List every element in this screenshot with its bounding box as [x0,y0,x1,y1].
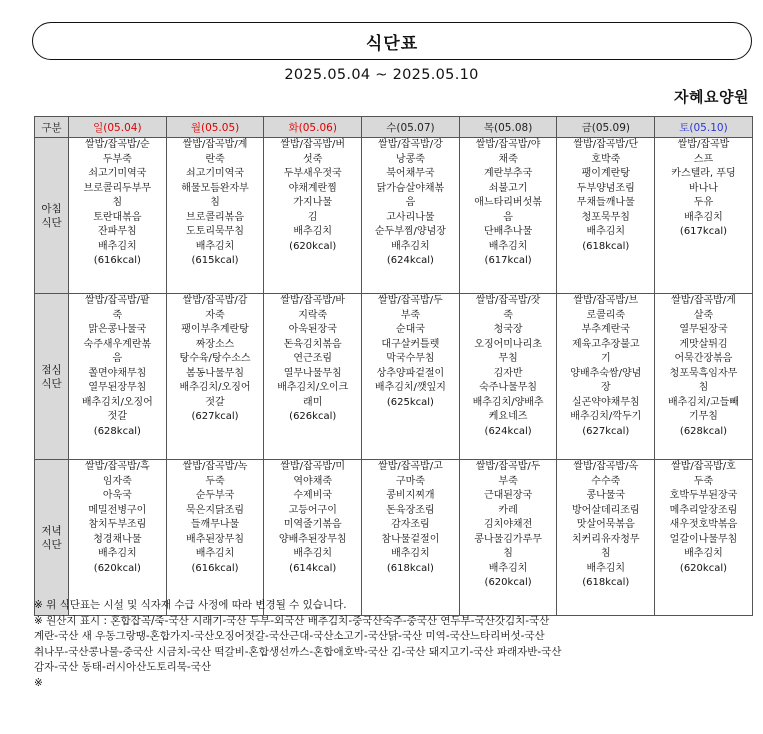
menu-item: 숙주나물무침 [479,382,538,393]
menu-cell [362,138,460,294]
menu-item: 쌀밥/잡곡밥/잣 [475,295,541,306]
menu-cell [264,460,362,616]
meal-table [34,116,753,616]
menu-item: 배추김치/오징어 [81,396,153,408]
menu-item: 채죽 [498,153,518,165]
menu-item: 역야채죽 [293,475,333,487]
menu-cell [459,294,557,460]
menu-item: 대구살커틀렛 [381,338,440,350]
menu-item: 맛살어묵볶음 [576,519,635,530]
menu-cell [459,460,557,616]
menu-item: 미역줄기볶음 [283,519,342,530]
menu-item: 두부죽 [102,153,132,165]
meal-label-text: 아침 [41,202,62,215]
meal-row [35,460,753,616]
menu-item: 임자죽 [102,475,132,487]
menu-item: 부죽 [400,309,421,321]
menu-item: 배추김치 [391,548,430,559]
menu-item: 쌀밥/잡곡밥/감 [182,295,248,306]
menu-item: 음 [112,353,123,364]
menu-item: 섯죽 [303,153,323,165]
menu-item: 브로콜리볶음 [186,211,245,223]
menu-item: 배추김치 [98,548,137,559]
menu-item: (627kcal) [582,425,630,437]
menu-item: 음 [503,211,513,223]
menu-cell [655,460,753,616]
menu-item: 쌀밥/잡곡밥 [677,139,730,150]
menu-item: 쌀밥/잡곡밥/브 [573,295,639,306]
menu-item: 배추김치 [195,240,235,252]
menu-item: 잔파무침 [98,226,137,237]
menu-item: 맑은콩나물국 [88,324,147,335]
menu-item: 해물모듬완자부 [181,182,249,194]
menu-item: 참치두부조림 [88,519,147,530]
menu-item: 지락죽 [298,309,328,321]
menu-item: 배추김치 [684,211,723,223]
menu-item: 돈육김치볶음 [283,338,342,350]
day-header: 일(05.04) [69,117,167,138]
day-header: 화(05.06) [264,117,362,138]
menu-item: 배추김치/깍두기 [570,411,642,422]
menu-item: 고사리나물 [386,211,435,223]
note-line: ※ 원산지 표시 : 혼합잡곡/죽-국산 시래기-국산 두부-외국산 배추김치-중국산숙주-중국산 연두부-국산갓김치-국산 [34,614,550,627]
menu-item: 쇠불고기 [488,182,528,194]
menu-item: 들깨무나물 [190,519,240,530]
menu-item: 쌀밥/잡곡밥/야 [475,139,541,150]
menu-item: 두부새우젓국 [283,168,342,179]
menu-item: 카스텔라, 푸딩 [671,168,736,179]
menu-cell [557,294,655,460]
page-title: 식단표 [365,33,419,54]
menu-item: 배추김치/양배추 [472,396,544,408]
day-header: 금(05.09) [557,117,655,138]
menu-item: 콩나물김가루무 [474,533,542,545]
menu-item: 쌀밥/잡곡밥/강 [378,139,443,150]
menu-item: 배추김치/오이크 [277,382,349,393]
menu-item: 숙주새우계란볶 [83,338,152,350]
menu-cell [264,138,362,294]
menu-cell [166,460,264,616]
menu-item: 로콜리죽 [586,309,626,321]
menu-item: 두유 [693,197,714,208]
menu-cell [69,294,167,460]
day-header-row [35,117,753,138]
menu-item: 래미 [303,396,323,408]
menu-item: 양배추된장무침 [278,533,347,545]
meal-row [35,138,753,294]
menu-item: 배추김치 [293,226,333,237]
menu-item: 구마죽 [395,475,425,487]
menu-item: 배추된장무침 [186,533,245,545]
menu-item: 방어살데리조림 [571,504,640,516]
menu-item: 쌀밥/잡곡밥/고 [378,461,443,472]
note-line: 감자-국산 동태-러시아산도토리묵-국산 [34,661,211,673]
menu-item: 순두부국 [195,490,235,501]
menu-item: 메밀전병구이 [88,504,147,516]
title-banner [32,22,752,60]
menu-item: 쌀밥/잡곡밥/바 [280,295,346,306]
menu-item: 쌀밥/잡곡밥/팥 [84,295,150,306]
menu-item: 쫄면야채무침 [88,367,147,379]
menu-item: (628kcal) [679,425,728,437]
meal-label-text: 저녁 [41,524,62,537]
menu-item: 쇠고기미역국 [88,168,147,179]
menu-cell [362,460,460,616]
menu-item: 수수죽 [591,475,621,487]
menu-item: 감자조림 [391,519,430,530]
menu-item: 토란대볶음 [93,211,142,223]
menu-item: 치커리유자청무 [571,533,640,545]
menu-item: 참나물겉절이 [381,533,440,545]
menu-item: 스프 [693,153,714,165]
menu-item: 야채계란찜 [288,182,337,194]
menu-item: 애느타리버섯볶 [474,197,542,208]
menu-item: (617kcal) [679,226,728,237]
menu-item: 배추김치 [293,548,333,559]
menu-item: 젓갈 [107,411,127,422]
day-header: 수(05.07) [362,117,460,138]
menu-item: 배추김치/깻잎지 [374,382,446,393]
menu-item: 열무나물무침 [283,367,342,379]
menu-item: 부죽 [498,475,518,487]
menu-item: 콩비지찌개 [386,490,435,501]
menu-cell [655,294,753,460]
menu-item: 팽이부추계란탕 [181,324,249,335]
menu-item: 실곤약야채무침 [571,396,640,408]
menu-item: 낭콩죽 [395,153,425,165]
menu-item: 죽 [112,309,123,321]
menu-item: 배추김치/고들빼 [667,396,739,408]
menu-item: 침 [600,548,611,559]
menu-cell [264,294,362,460]
menu-item: (620kcal) [289,240,337,252]
menu-item: 묵은지닭조림 [186,504,245,516]
menu-cell [69,460,167,616]
menu-item: 쇠고기미역국 [186,168,245,179]
menu-item: (628kcal) [93,425,141,437]
menu-item: 배추김치 [586,226,626,237]
menu-item: 쌀밥/잡곡밥/두 [475,461,541,472]
menu-item: 기무침 [688,411,718,422]
menu-item: 청경채나물 [93,533,142,545]
menu-item: 김자반 [493,367,523,379]
meal-label [35,138,69,294]
menu-item: 청포묵무침 [581,211,630,223]
menu-item: 연근조림 [293,353,333,364]
menu-item: (626kcal) [289,411,337,422]
menu-item: 열무된장국 [679,324,728,335]
menu-cell [655,138,753,294]
menu-item: 젓갈 [205,396,225,408]
menu-item: 쌀밥/잡곡밥/단 [573,139,639,150]
menu-item: 팽이계란탕 [581,168,630,179]
menu-item: (627kcal) [191,411,239,422]
menu-item: 새우젓호박볶음 [669,519,738,530]
menu-item: (620kcal) [93,562,141,574]
menu-item: (624kcal) [484,425,532,437]
note-line: ※ [34,676,43,689]
menu-item: 쌀밥/잡곡밥/미 [280,461,346,472]
menu-item: 계란부추국 [483,168,533,179]
meal-label-text: 식단 [41,377,62,390]
menu-item: 봄동나물무침 [186,367,245,379]
menu-item: 란죽 [205,153,225,165]
date-range: 2025.05.04 ~ 2025.05.10 [284,67,479,83]
menu-item: 고등어구이 [288,504,337,516]
note-line: 취나무-국산콩나물-중국산 시금치-국산 떡갈비-혼합생선까스-혼합애호박-국산 김-국산 돼지고기-국산 파래자반-국산 [34,645,562,658]
menu-item: 카레 [498,504,518,516]
menu-item: (618kcal) [386,562,434,574]
menu-item: 쌀밥/잡곡밥/녹 [182,461,248,472]
menu-cell [362,294,460,460]
menu-item: 열무된장무침 [88,382,147,393]
menu-item: 쌀밥/잡곡밥/계 [182,139,248,150]
menu-item: 청포묵흑임자무 [669,367,738,379]
menu-item: 음 [405,197,416,208]
menu-item: 순대국 [395,324,425,335]
menu-item: 얼갈이나물무침 [669,533,738,545]
menu-item: 쌀밥/잡곡밥/호 [671,461,736,472]
menu-item: (618kcal) [582,240,630,252]
menu-item: 상추양파겉절이 [376,367,445,379]
menu-item: 배추김치 [98,240,137,252]
day-header: 목(05.08) [459,117,557,138]
day-header: 월(05.05) [166,117,264,138]
organization-name: 자혜요양원 [674,88,749,106]
meal-row [35,294,753,460]
menu-item: (618kcal) [582,577,630,588]
menu-item: (624kcal) [386,255,434,266]
menu-item: 양배추숙쌈/양념 [570,367,642,379]
menu-item: 쌀밥/잡곡밥/두 [378,295,443,306]
menu-item: 배추김치 [391,240,430,252]
menu-item: 배추김치 [195,548,235,559]
menu-item: 쌀밥/잡곡밥/흑 [84,461,150,472]
menu-item: 배추김치 [488,240,528,252]
menu-item: 호박죽 [591,153,621,165]
menu-item: 브로콜리두부무 [83,182,152,194]
meal-label-text: 점심 [41,363,62,376]
menu-item: 살죽 [693,309,714,321]
note-line: ※ 위 식단표는 시설 및 식자재 수급 사정에 따라 변경될 수 있습니다. [34,599,347,611]
menu-item: 기 [600,353,611,364]
menu-item: (620kcal) [679,562,728,574]
menu-item: 콩나물국 [586,490,626,501]
menu-item: 제육고추장불고 [571,338,640,350]
menu-item: 배추김치 [586,562,626,574]
menu-item: 침 [503,548,513,559]
menu-item: 침 [112,197,123,208]
menu-item: 짜장소스 [195,338,235,350]
menu-item: 어묵간장볶음 [674,353,733,364]
meal-label-text: 식단 [41,538,62,551]
menu-item: 근대된장국 [483,490,533,501]
menu-item: 배추김치 [684,548,723,559]
menu-item: 북어채무국 [386,168,435,179]
menu-item: 닭가슴살야채볶 [376,182,445,194]
menu-item: 배추김치 [488,562,528,574]
menu-item: 가지나물 [293,197,333,208]
corner-label: 구분 [35,117,69,138]
menu-item: 막국수무침 [386,353,435,364]
menu-item: (614kcal) [289,562,337,574]
menu-item: (616kcal) [93,255,141,266]
menu-item: 도토리묵무침 [186,226,245,237]
menu-item: 무채들깨나물 [576,197,635,208]
menu-item: 김 [307,211,318,223]
menu-item: (617kcal) [484,255,532,266]
menu-item: 두죽 [205,475,225,487]
menu-item: 배추김치/오징어 [179,382,251,393]
menu-item: 쌀밥/잡곡밥/버 [280,139,346,150]
menu-item: 바나나 [688,182,718,194]
menu-item: 두부양념조림 [576,182,635,194]
menu-item: 케요네즈 [488,411,528,422]
menu-item: 침 [210,197,220,208]
note-line: 계란-국산 새 우동그랑땡-혼합가지-국산오징어젓갈-국산근대-국산소고기-국산닭-국산 미역-국산느타리버섯-국산 [34,630,545,642]
menu-item: 호박두부된장국 [669,490,738,501]
menu-item: 쌀밥/잡곡밥/순 [84,139,150,150]
menu-item: 자죽 [205,309,225,321]
menu-cell [69,138,167,294]
meal-label [35,294,69,460]
day-header: 토(05.10) [655,117,753,138]
menu-item: (620kcal) [484,577,532,588]
menu-item: 돈육장조림 [386,504,435,516]
menu-item: 장 [600,382,611,393]
meal-label-text: 식단 [41,216,62,229]
menu-item: 두죽 [693,475,714,487]
menu-item: (625kcal) [386,396,434,408]
menu-item: 부추계란국 [581,324,630,335]
menu-cell [166,138,264,294]
menu-item: 오징어미나리초 [474,338,542,350]
menu-item: 순두부찜/양념장 [374,226,446,237]
menu-item: 메추리알장조림 [669,504,738,516]
menu-item: 쌀밥/잡곡밥/옥 [573,461,639,472]
meal-label [35,460,69,616]
menu-item: 게맛살튀김 [679,338,728,350]
menu-cell [459,138,557,294]
notes [34,598,758,691]
menu-item: 아욱된장국 [288,324,337,335]
menu-item: 김치야채전 [483,519,533,530]
menu-item: 탕수육/탕수소스 [179,353,251,364]
menu-item: 아욱국 [102,490,132,501]
menu-item: 무침 [498,353,518,364]
menu-item: 죽 [503,309,513,321]
menu-item: (615kcal) [191,255,239,266]
menu-cell [166,294,264,460]
menu-item: 쌀밥/잡곡밥/게 [671,295,736,306]
menu-item: 청국장 [493,324,523,335]
menu-cell [557,138,655,294]
menu-item: 수제비국 [293,490,333,501]
menu-item: 단배추나물 [483,226,533,237]
menu-item: (616kcal) [191,562,239,574]
menu-cell [557,460,655,616]
menu-item: 침 [698,382,709,393]
